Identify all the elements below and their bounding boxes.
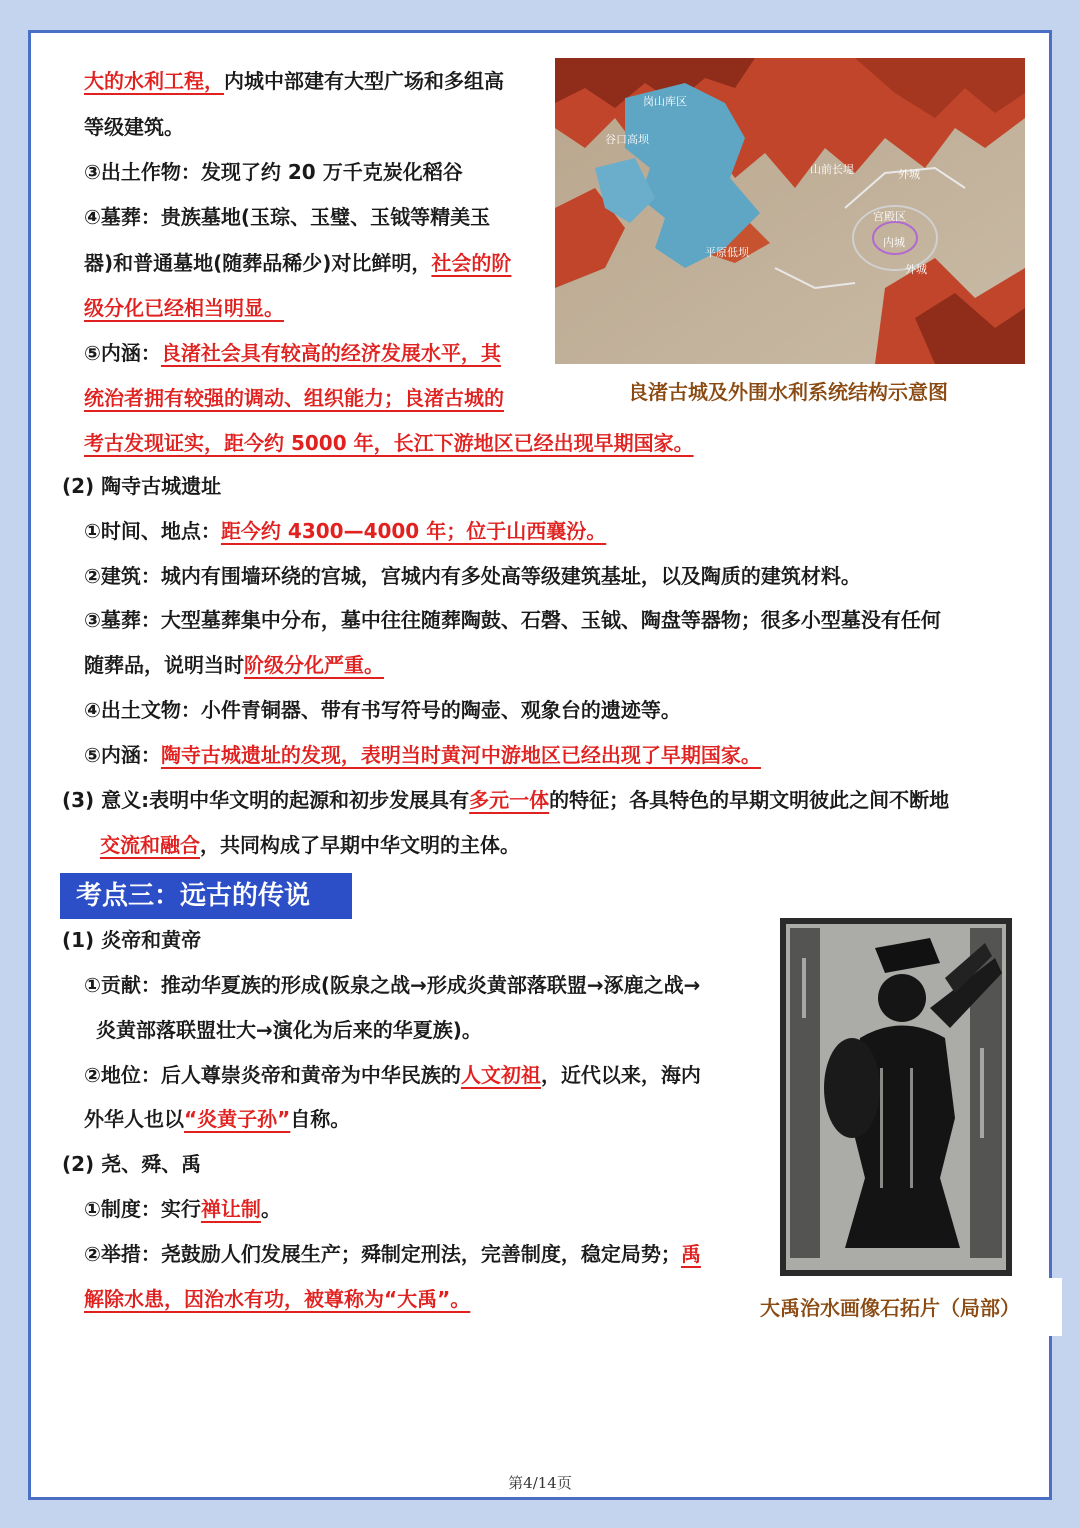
map-label: 外城 xyxy=(898,168,920,181)
status-b xyxy=(84,1105,350,1133)
contribution-a: ①贡献：推动华夏族的形成(阪泉之战→形成炎黄部落联盟→涿鹿之战→ xyxy=(84,973,701,997)
liangzhu-burial-a: ④墓葬：贵族墓地(玉琮、玉璧、玉钺等精美玉 xyxy=(84,205,491,229)
map-label: 外城 xyxy=(905,263,927,276)
significance-line-2 xyxy=(100,831,520,859)
highlight-text: 阶级分化严重。 xyxy=(244,653,384,677)
liangzhu-line-2: 等级建筑。 xyxy=(84,115,184,139)
body-text: 。 xyxy=(260,1197,281,1221)
contribution-b: 炎黄部落联盟壮大→演化为后来的华夏族)。 xyxy=(96,1018,482,1042)
map-label: 内城 xyxy=(883,236,905,249)
highlight-text: 禅让制 xyxy=(200,1197,261,1221)
status-a xyxy=(84,1061,701,1089)
yanhuang-heading: (1) 炎帝和黄帝 xyxy=(62,928,202,952)
highlight-text: 距今约 4300—4000 年；位于山西襄汾。 xyxy=(220,519,607,543)
taosi-building: ②建筑：城内有围墙环绕的宫城，宫城内有多处高等级建筑基址，以及陶质的建筑材料。 xyxy=(84,564,861,588)
body-text: 的特征；各具特色的早期文明彼此之间不断地 xyxy=(549,788,950,812)
label-text: ①时间、地点： xyxy=(84,519,221,543)
page-number: 第4/14页 xyxy=(508,1474,572,1492)
highlight-text: 社会的阶 xyxy=(431,251,512,275)
taosi-burial-b xyxy=(84,651,384,679)
highlight-text: 考古发现证实，距今约 5000 年，长江下游地区已经出现早期国家。 xyxy=(84,431,694,455)
highlight-text: “炎黄子孙” xyxy=(184,1107,291,1131)
map-label: 平原低坝 xyxy=(705,246,749,259)
highlight-text: 陶寺古城遗址的发现，表明当时黄河中游地区已经出现了早期国家。 xyxy=(160,743,761,767)
highlight-text: 人文初祖 xyxy=(460,1063,541,1087)
measures-b xyxy=(84,1285,470,1313)
highlight-text: 禹 xyxy=(680,1242,701,1266)
liangzhu-map-image xyxy=(555,58,1025,364)
highlight-text: 良渚社会具有较高的经济发展水平，其 xyxy=(160,341,501,365)
body-text: (3) 意义:表明中华文明的起源和初步发展具有 xyxy=(62,788,470,812)
liangzhu-meaning-a xyxy=(84,339,501,367)
system-line xyxy=(84,1195,281,1223)
taosi-heading: (2) 陶寺古城遗址 xyxy=(62,474,222,498)
highlight-text: 大的水利工程， xyxy=(84,69,224,93)
section-title: 考点三：远古的传说 xyxy=(60,873,352,919)
yaoshunyu-heading: (2) 尧、舜、禹 xyxy=(62,1152,202,1176)
body-text: ②举措：尧鼓励人们发展生产；舜制定刑法，完善制度，稳定局势； xyxy=(84,1242,681,1266)
body-text: 随葬品，说明当时 xyxy=(84,653,244,677)
map-label: 岗山库区 xyxy=(643,95,687,108)
liangzhu-meaning-b xyxy=(84,384,504,412)
taosi-meaning xyxy=(84,741,761,769)
body-text: ，近代以来，海内 xyxy=(540,1063,701,1087)
body-text: 外华人也以 xyxy=(84,1107,184,1131)
label-text: ⑤内涵： xyxy=(84,341,161,365)
body-text: 自称。 xyxy=(290,1107,351,1131)
significance-line-1 xyxy=(62,786,949,814)
liangzhu-burial-c xyxy=(84,294,284,322)
body-text: ②地位：后人尊崇炎帝和黄帝为中华民族的 xyxy=(84,1063,461,1087)
body-text: ①制度：实行 xyxy=(84,1197,201,1221)
map-label: 宫殿区 xyxy=(873,210,906,223)
map-label: 谷口高坝 xyxy=(605,133,649,146)
taosi-burial-a: ③墓葬：大型墓葬集中分布，墓中往往随葬陶鼓、石磬、玉钺、陶盘等器物；很多小型墓没有任何 xyxy=(84,608,941,632)
map-caption: 良渚古城及外围水利系统结构示意图 xyxy=(628,380,948,404)
label-text: ⑤内涵： xyxy=(84,743,161,767)
taosi-relics: ④出土文物：小件青铜器、带有书写符号的陶壶、观象台的遗迹等。 xyxy=(84,698,681,722)
body-text: ，共同构成了早期中华文明的主体。 xyxy=(200,833,520,857)
liangzhu-line-1 xyxy=(84,67,504,95)
body-text: 器)和普通墓地(随葬品稀少)对比鲜明， xyxy=(84,251,432,275)
liangzhu-meaning-c xyxy=(84,429,694,457)
liangzhu-burial-b xyxy=(84,249,511,277)
highlight-text: 级分化已经相当明显。 xyxy=(84,296,284,320)
taosi-time xyxy=(84,517,606,545)
rubbing-caption: 大禹治水画像石拓片（局部） xyxy=(760,1296,1020,1320)
body-text: 内城中部建有大型广场和多组高 xyxy=(224,69,504,93)
dayu-rubbing-image xyxy=(780,918,1012,1276)
highlight-text: 多元一体 xyxy=(469,788,550,812)
map-label: 山前长堤 xyxy=(810,163,854,176)
highlight-text: 交流和融合 xyxy=(100,833,200,857)
highlight-text: 统治者拥有较强的调动、组织能力；良渚古城的 xyxy=(84,386,504,410)
highlight-text: 解除水患，因治水有功，被尊称为“大禹”。 xyxy=(84,1287,471,1311)
measures-a xyxy=(84,1240,701,1268)
liangzhu-crops: ③出土作物：发现了约 20 万千克炭化稻谷 xyxy=(84,160,463,184)
